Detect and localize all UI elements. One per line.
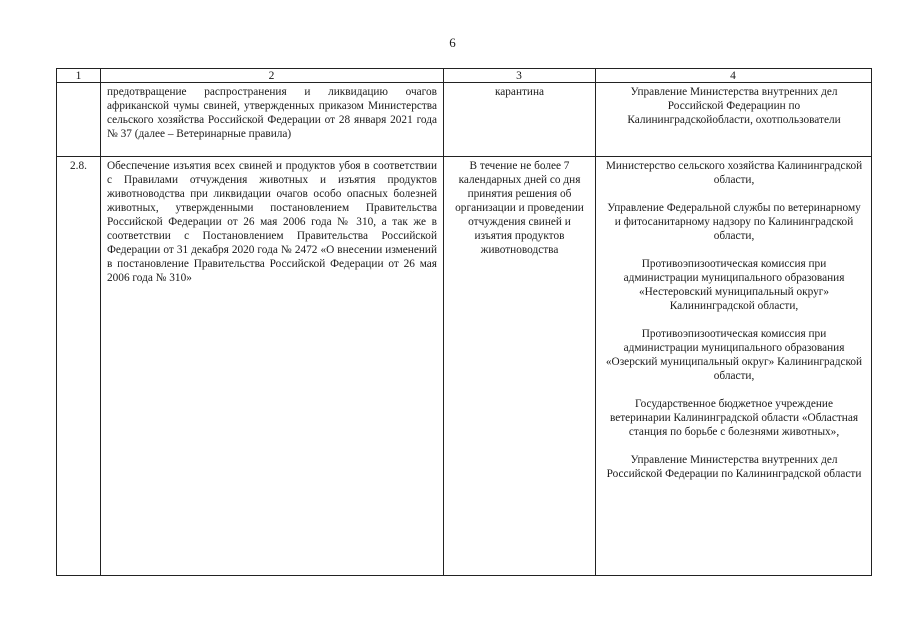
spacer <box>605 439 863 453</box>
responsible-entity: Противоэпизоотическая комиссия при администрации муниципального образования «Озерский муниципальный округ» Калининградской области, <box>605 328 863 382</box>
term-text: карантина <box>494 86 545 98</box>
column-divider <box>595 69 596 575</box>
header-col-2: 2 <box>268 70 275 82</box>
spacer <box>605 313 863 327</box>
row-divider <box>57 156 871 157</box>
spacer <box>605 187 863 201</box>
responsible-entity: Управление Министерства внутренних дел Российской Федерации по Калининградской области <box>606 454 862 480</box>
column-divider <box>100 69 101 575</box>
column-divider <box>443 69 444 575</box>
responsible-entity: Управление Министерства внутренних дел Российской Федерациин по Калининградскойобласти, охотпользователи <box>627 86 841 126</box>
measures-table <box>56 68 872 576</box>
measure-text: предотвращение распространения и ликвидацию очагов африканской чумы свиней, утвержденных приказом Министерства сельского хозяйства Российской Федерации от 28 января 2021 года № 37 (далее – Ветеринарные правила) <box>107 86 437 140</box>
responsible-entity: Министерство сельского хозяйства Калининградской области, <box>605 160 863 186</box>
measure-text: Обеспечение изъятия всех свиней и продуктов убоя в соответствии с Правилами отчуждения животных и изъятия продуктов животноводства при ликвидации очагов особо опасных болезней животных, утвержденными постановлением Правительства Российской Федерации от 26 мая 2006 года № 310, а так же в соответствии с Постановлением Правительства Российской Федерации от 31 декабря 2020 года № 2472 «О внесении изменений в постановление Правительства Российской Федерации от 26 мая 2006 года № 310» <box>107 160 437 284</box>
header-col-1: 1 <box>75 70 82 82</box>
term-text: В течение не более 7 календарных дней со дня принятия решения об организации и проведении отчуждения свиней и изъятия продуктов животноводства <box>455 160 584 256</box>
responsible-cell <box>605 85 863 127</box>
spacer <box>605 383 863 397</box>
responsible-entity: Управление Федеральной службы по ветеринарному и фитосанитарному надзору по Калининградской области, <box>607 202 861 242</box>
responsible-entity: Противоэпизоотическая комиссия при администрации муниципального образования «Нестеровский муниципальный округ» Калининградской области, <box>623 258 845 312</box>
responsible-cell <box>605 159 863 481</box>
header-col-3: 3 <box>516 70 522 82</box>
spacer <box>605 243 863 257</box>
header-col-4: 4 <box>730 70 736 82</box>
row-number: 2.8. <box>70 160 87 172</box>
responsible-entity: Государственное бюджетное учреждение ветеринарии Калининградской области «Областная станция по борьбе с болезнями животных», <box>609 398 859 438</box>
page-number: 6 <box>449 35 456 50</box>
